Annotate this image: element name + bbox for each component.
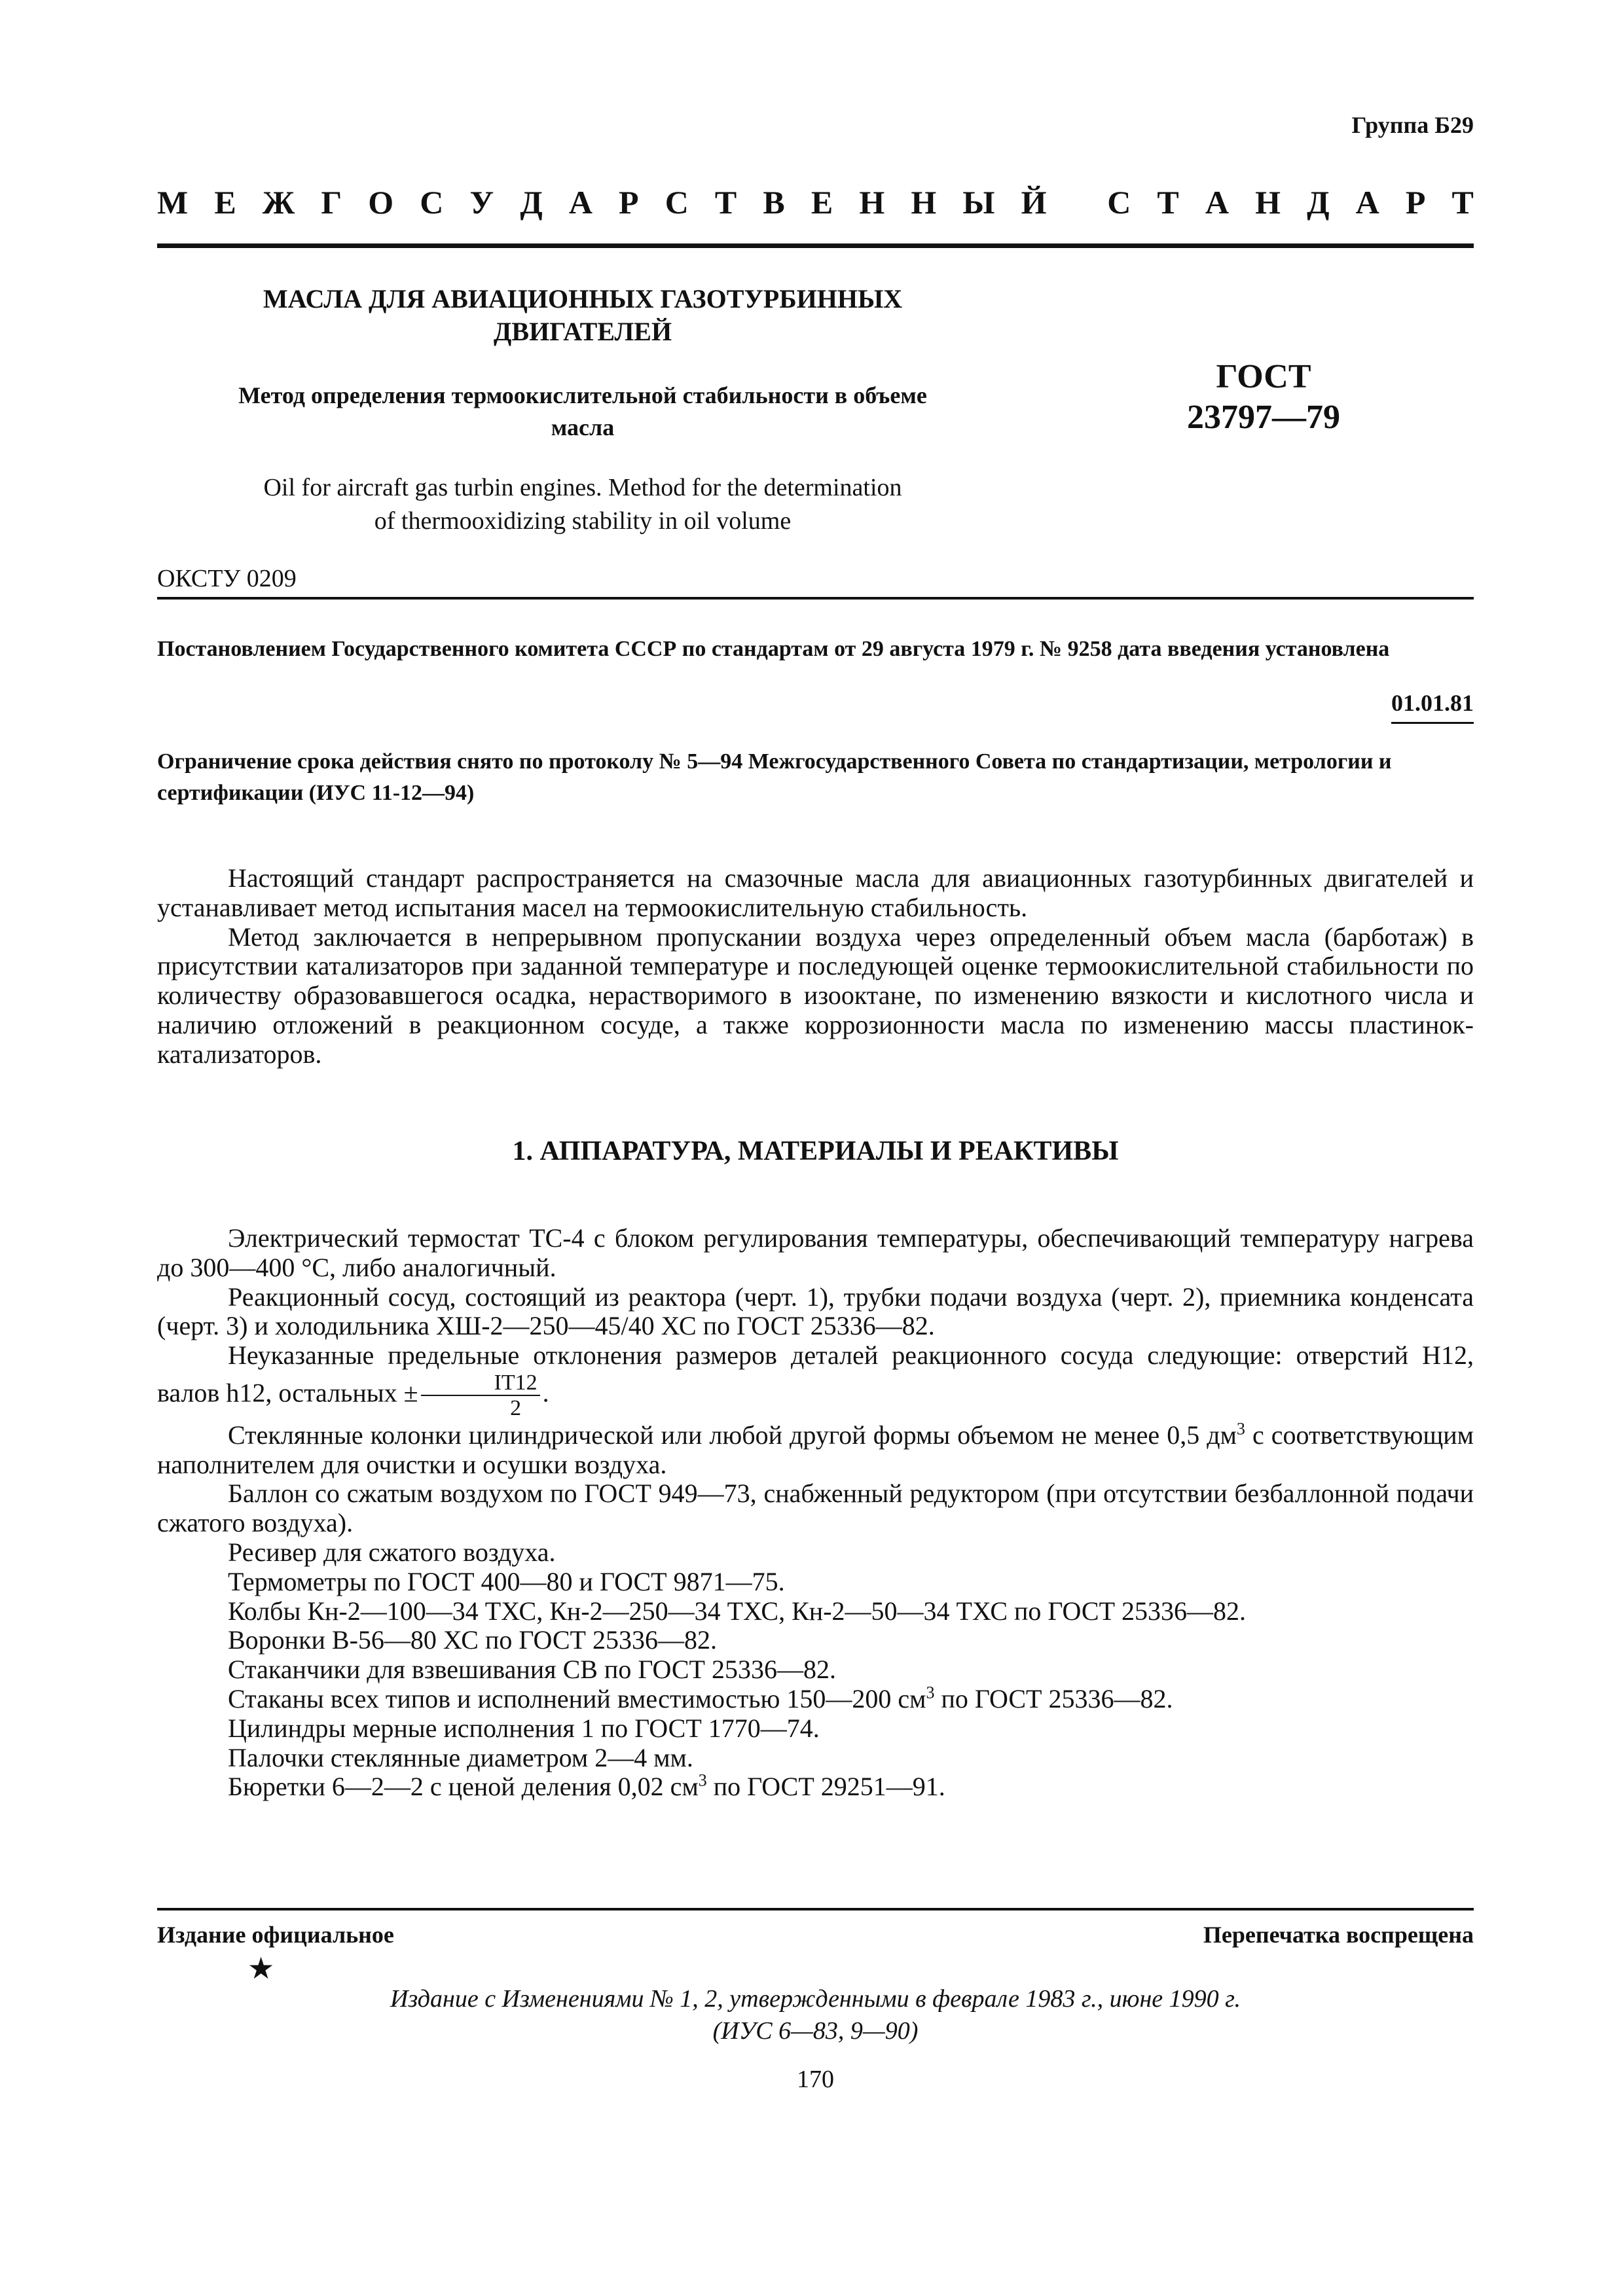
fraction-denominator: 2 bbox=[510, 1396, 522, 1421]
title-line: МАСЛА ДЛЯ АВИАЦИОННЫХ ГАЗОТУРБИННЫХ bbox=[263, 284, 903, 314]
banner-letter: Н bbox=[1255, 184, 1281, 221]
limit-text: Ограничение срока действия снято по протоколу № 5—94 Межгосударственного Совета по стандартизации, метрологии и сертификации (ИУС 11-12—94) bbox=[157, 749, 1392, 805]
banner-letter: Е bbox=[214, 184, 236, 221]
paragraph bbox=[157, 1341, 1474, 1421]
superscript: 3 bbox=[1236, 1419, 1245, 1439]
banner-letter: Д bbox=[1307, 184, 1330, 221]
reprint-notice: Перепечатка воспрещена bbox=[1203, 1922, 1474, 1948]
paragraph: Ресивер для сжатого воздуха. bbox=[228, 1537, 556, 1567]
edition-line: (ИУС 6—83, 9—90) bbox=[712, 2017, 919, 2045]
decree-text: Постановлением Государственного комитета СССР по стандартам от 29 августа 1979 г. № 9258 дата введения установлена bbox=[157, 637, 1390, 661]
standard-banner bbox=[157, 183, 1474, 221]
banner-letter: А bbox=[1205, 184, 1229, 221]
banner-letter: С bbox=[1107, 184, 1131, 221]
banner-letter: А bbox=[1355, 184, 1379, 221]
banner-letter: Ж bbox=[262, 184, 295, 221]
document-title bbox=[157, 283, 1008, 348]
gost-label: ГОСТ bbox=[1216, 358, 1311, 395]
effective-date: 01.01.81 bbox=[1391, 689, 1474, 724]
banner-letter: Р bbox=[1405, 184, 1426, 221]
edition-note bbox=[157, 1983, 1474, 2048]
english-line: Oil for aircraft gas turbin engines. Method for the determination bbox=[263, 474, 902, 501]
text: Бюретки 6—2—2 с ценой деления 0,02 см bbox=[228, 1772, 699, 1802]
paragraph: Реакционный сосуд, состоящий из реактора (черт. 1), трубки подачи воздуха (черт. 2), приемника конденсата (черт. 3) и холодильника ХШ-2—250—45/40 ХС по ГОСТ 25336—82. bbox=[157, 1282, 1474, 1341]
group-code: Группа Б29 bbox=[1351, 112, 1474, 138]
english-title bbox=[157, 471, 1008, 539]
paragraph bbox=[157, 1421, 1474, 1480]
english-line: of thermooxidizing stability in oil volume bbox=[374, 507, 792, 535]
text: Стеклянные колонки цилиндрической или любой другой формы объемом не менее 0,5 дм bbox=[228, 1420, 1237, 1450]
text: по ГОСТ 29251—91. bbox=[706, 1772, 945, 1802]
banner-letter: Н bbox=[859, 184, 885, 221]
text: Стаканы всех типов и исполнений вместимостью 150—200 см bbox=[228, 1683, 926, 1713]
gost-designation bbox=[1133, 357, 1395, 439]
footer-rule bbox=[157, 1908, 1474, 1910]
banner-letter: Й bbox=[1021, 184, 1047, 221]
banner-letter: С bbox=[665, 184, 689, 221]
gost-number: 23797—79 bbox=[1187, 399, 1340, 437]
paragraph: Электрический термостат ТС-4 с блоком регулирования температуры, обеспечивающий температуру нагрева до 300—400 °С, либо аналогичный. bbox=[157, 1223, 1474, 1282]
banner-letter: Р bbox=[619, 184, 639, 221]
intro-paragraph: Настоящий стандарт распространяется на смазочные масла для авиационных газотурбинных двигателей и устанавливает метод испытания масел на термоокислительную стабильность. bbox=[157, 863, 1474, 922]
banner-letter: В bbox=[763, 184, 785, 221]
paragraph bbox=[157, 1772, 1474, 1802]
banner-letter: Т bbox=[1157, 184, 1179, 221]
official-edition: Издание официальное bbox=[157, 1922, 394, 1948]
paragraph: Палочки стеклянные диаметром 2—4 мм. bbox=[228, 1742, 693, 1772]
text: с соответствующим наполнителем для очистки и осушки воздуха. bbox=[157, 1420, 1474, 1479]
paragraph: Термометры по ГОСТ 400—80 и ГОСТ 9871—75. bbox=[228, 1566, 785, 1596]
fraction-numerator: IT12 bbox=[421, 1371, 540, 1396]
header-rule bbox=[157, 243, 1474, 248]
paragraph: Цилиндры мерные исполнения 1 по ГОСТ 1770—74. bbox=[228, 1713, 820, 1743]
paragraph bbox=[157, 1685, 1474, 1714]
paragraph: Стаканчики для взвешивания СВ по ГОСТ 25336—82. bbox=[228, 1655, 836, 1685]
oksty-code: ОКСТУ 0209 bbox=[157, 565, 297, 592]
paragraph: Баллон со сжатым воздухом по ГОСТ 949—73, снабженный редуктором (при отсутствии безбаллонной подачи сжатого воздуха). bbox=[157, 1479, 1474, 1538]
banner-letter: Т bbox=[714, 184, 737, 221]
subtitle-line: Метод определения термоокислительной стабильности в объеме bbox=[238, 382, 927, 408]
title-rule bbox=[157, 597, 1474, 600]
document-subtitle bbox=[157, 380, 1008, 443]
star-icon: ★ bbox=[247, 1952, 275, 1985]
banner-letter: Ы bbox=[962, 184, 995, 221]
banner-letter: О bbox=[368, 184, 394, 221]
text: по ГОСТ 25336—82. bbox=[934, 1683, 1173, 1713]
banner-letter: Е bbox=[811, 184, 833, 221]
page-number: 170 bbox=[797, 2066, 834, 2093]
banner-letter: Г bbox=[321, 184, 342, 221]
intro-section bbox=[157, 864, 1474, 1069]
superscript: 3 bbox=[698, 1771, 707, 1790]
banner-letter: Т bbox=[1451, 184, 1474, 221]
banner-letter: Д bbox=[520, 184, 543, 221]
text: . bbox=[542, 1378, 549, 1408]
section-heading: 1. АППАРАТУРА, МАТЕРИАЛЫ И РЕАКТИВЫ bbox=[512, 1136, 1119, 1166]
text: Неуказанные предельные отклонения размеров деталей реакционного сосуда следующие: отверстий Н12, валов h12, остальных ± bbox=[157, 1340, 1474, 1408]
banner-letter: М bbox=[157, 184, 189, 221]
edition-line: Издание с Изменениями № 1, 2, утвержденными в феврале 1983 г., июне 1990 г. bbox=[390, 1985, 1241, 2013]
banner-letter: С bbox=[420, 184, 444, 221]
banner-letter: У bbox=[469, 184, 494, 221]
banner-gap bbox=[1073, 183, 1082, 221]
superscript: 3 bbox=[926, 1683, 935, 1702]
intro-paragraph: Метод заключается в непрерывном пропускании воздуха через определенный объем масла (барботаж) в присутствии катализаторов при заданной температуре и последующей оценке термоокислительной стабильности по количеству образовавшегося осадка, нерастворимого в изооктане, по изменению вязкости и кислотного числа и наличию отложений в реакционном сосуде, а также коррозионности масла по изменению массы пластинок-катализаторов. bbox=[157, 922, 1474, 1069]
banner-letter: Н bbox=[911, 184, 937, 221]
paragraph: Колбы Кн-2—100—34 ТХС, Кн-2—250—34 ТХС, Кн-2—50—34 ТХС по ГОСТ 25336—82. bbox=[228, 1596, 1247, 1626]
banner-letter: А bbox=[568, 184, 593, 221]
section-body bbox=[157, 1224, 1474, 1802]
paragraph: Воронки В-56—80 ХС по ГОСТ 25336—82. bbox=[228, 1625, 717, 1655]
title-line: ДВИГАТЕЛЕЙ bbox=[493, 317, 672, 346]
fraction bbox=[421, 1371, 540, 1421]
subtitle-line: масла bbox=[551, 414, 615, 440]
